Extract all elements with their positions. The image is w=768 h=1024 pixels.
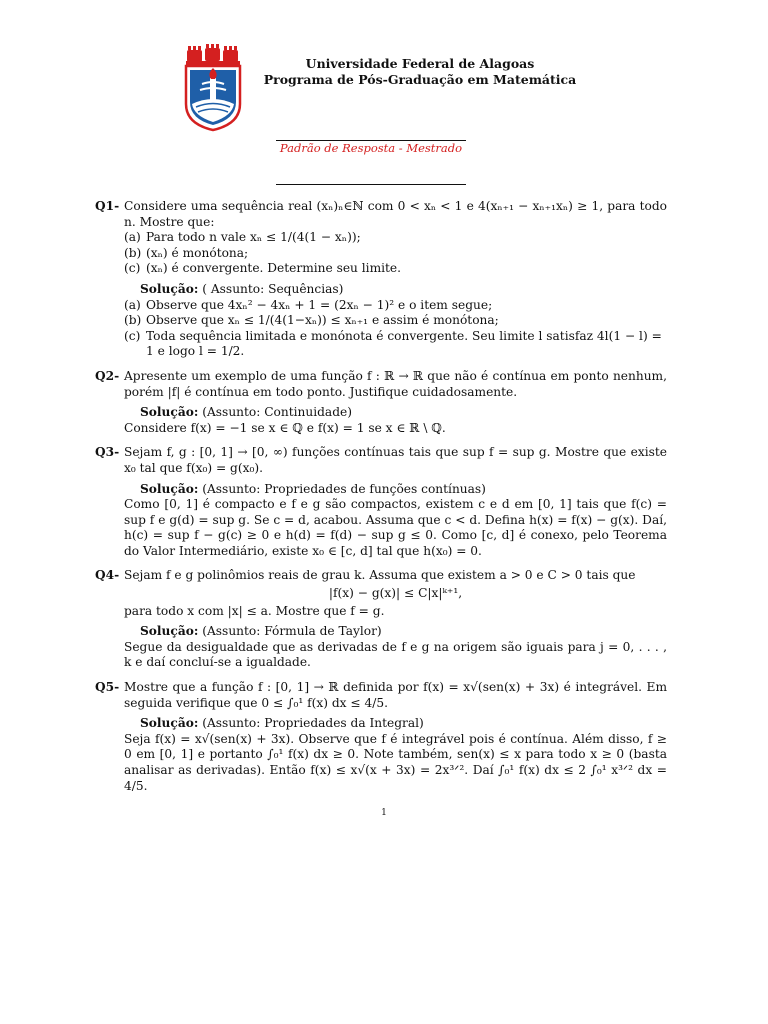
university-crest-logo bbox=[182, 44, 244, 132]
question-number: Q5- bbox=[95, 680, 120, 695]
solution-topic: (Assunto: Continuidade) bbox=[202, 405, 352, 420]
item-text: (xₙ) é monótona; bbox=[146, 245, 249, 260]
solution-label: Solução: bbox=[140, 281, 199, 296]
question-2 bbox=[95, 369, 667, 436]
item-text: Toda sequência limitada e monónota é convergente. Seu limite l satisfaz 4l(1 − l) = 1 e logo l = 1/2. bbox=[146, 328, 662, 359]
program-name: Programa de Pós-Graduação em Matemática bbox=[263, 72, 577, 87]
item-label: (a) bbox=[124, 297, 141, 312]
question-5 bbox=[95, 680, 667, 794]
question-number: Q2- bbox=[95, 368, 120, 383]
question-statement: Considere uma sequência real (xₙ)ₙ∈ℕ com 0 < xₙ < 1 e 4(xₙ₊₁ − xₙ₊₁xₙ) ≥ 1, para todo n. Mostre que: bbox=[124, 199, 667, 229]
institution-name: Universidade Federal de Alagoas bbox=[305, 56, 535, 71]
item-text: Para todo n vale xₙ ≤ 1/(4(1 − xₙ)); bbox=[146, 230, 361, 245]
question-statement-continued: para todo x com |x| ≤ a. Mostre que f = g. bbox=[124, 603, 385, 618]
solution-heading bbox=[140, 716, 667, 732]
item-label: (c) bbox=[124, 328, 141, 343]
bottom-rule bbox=[276, 184, 466, 185]
question-4 bbox=[95, 568, 667, 671]
solution-item bbox=[124, 313, 667, 329]
item-label: (c) bbox=[124, 261, 141, 276]
solution-item bbox=[124, 329, 667, 360]
list-item bbox=[124, 230, 667, 246]
question-statement: Sejam f e g polinômios reais de grau k. Assuma que existem a > 0 e C > 0 tais que bbox=[124, 568, 636, 583]
solution-text: Como [0, 1] é compacto e f e g são compactos, existem c e d em [0, 1] tais que f(c) = sup f e g(d) = sup g. Se c = d, acabou. Assuma que c < d. Defina h(x) = f(x) − g(x). Daí, h(c) = sup f − g(c) ≥ 0 e h(d) = f(d) − sup g ≤ 0. Como [c, d] é conexo, pelo Teorema do Valor Intermediário, existe x₀ ∈ [c, d] tal que h(x₀) = 0. bbox=[124, 497, 667, 558]
solution-heading bbox=[140, 482, 667, 498]
solution-item bbox=[124, 298, 667, 314]
solution-text: Segue da desigualdade que as derivadas de f e g na origem são iguais para j = 0, . . . , k e daí concluí-se a igualdade. bbox=[124, 639, 667, 670]
solution-label: Solução: bbox=[140, 481, 199, 496]
question-1 bbox=[95, 199, 667, 360]
item-label: (a) bbox=[124, 230, 141, 245]
solution-topic: ( Assunto: Sequências) bbox=[202, 281, 344, 296]
questions-list bbox=[95, 199, 667, 794]
solution-label: Solução: bbox=[140, 716, 199, 731]
display-equation: |f(x) − g(x)| ≤ C|x|ᵏ⁺¹, bbox=[328, 586, 463, 601]
solution-text: Considere f(x) = −1 se x ∈ ℚ e f(x) = 1 se x ∈ ℝ \ ℚ. bbox=[124, 420, 446, 435]
question-statement: Apresente um exemplo de uma função f : ℝ → ℝ que não é contínua em ponto nenhum, porém |f| é contínua em todo ponto. Justifique cuidadosamente. bbox=[124, 368, 667, 399]
page-number: 1 bbox=[381, 808, 387, 818]
list-item bbox=[124, 246, 667, 262]
solution-text: Seja f(x) = x√(sen(x) + 3x). Observe que f é integrável pois é contínua. Além disso, f ≥ 0 em [0, 1] e portanto ∫₀¹ f(x) dx ≥ 0. Note também, sen(x) ≤ x para todo x ≥ 0 (basta analisar as derivadas). Então f(x) ≤ x√(x + 3x) = 2x³ᐟ². Daí ∫₀¹ f(x) dx ≤ 2 ∫₀¹ x³ᐟ² dx = 4/5. bbox=[124, 731, 667, 793]
document-subtitle: Padrão de Resposta - Mestrado bbox=[279, 141, 463, 155]
solution-label: Solução: bbox=[140, 405, 199, 420]
question-number: Q1- bbox=[95, 199, 120, 213]
solution-label: Solução: bbox=[140, 624, 199, 639]
solution-topic: (Assunto: Propriedades de funções contínuas) bbox=[202, 481, 486, 496]
solution-heading bbox=[140, 624, 667, 640]
solution-topic: (Assunto: Fórmula de Taylor) bbox=[202, 624, 382, 639]
item-text: Observe que xₙ ≤ 1/(4(1−xₙ)) ≤ xₙ₊₁ e assim é monótona; bbox=[146, 313, 499, 328]
question-statement: Sejam f, g : [0, 1] → [0, ∞) funções contínuas tais que sup f = sup g. Mostre que existe x₀ tal que f(x₀) = g(x₀). bbox=[124, 445, 667, 475]
question-statement: Mostre que a função f : [0, 1] → ℝ definida por f(x) = x√(sen(x) + 3x) é integrável. Em seguida verifique que 0 ≤ ∫₀¹ f(x) dx ≤ 4/5. bbox=[124, 680, 667, 710]
solution-heading bbox=[140, 405, 667, 421]
list-item bbox=[124, 261, 667, 277]
item-label: (b) bbox=[124, 313, 142, 328]
question-3 bbox=[95, 445, 667, 559]
question-number: Q4- bbox=[95, 568, 120, 583]
item-label: (b) bbox=[124, 245, 142, 260]
solution-heading bbox=[140, 282, 667, 298]
item-text: (xₙ) é convergente. Determine seu limite. bbox=[146, 261, 402, 276]
question-number: Q3- bbox=[95, 445, 120, 460]
item-text: Observe que 4xₙ² − 4xₙ + 1 = (2xₙ − 1)² e o item segue; bbox=[146, 297, 493, 312]
solution-topic: (Assunto: Propriedades da Integral) bbox=[202, 716, 424, 731]
